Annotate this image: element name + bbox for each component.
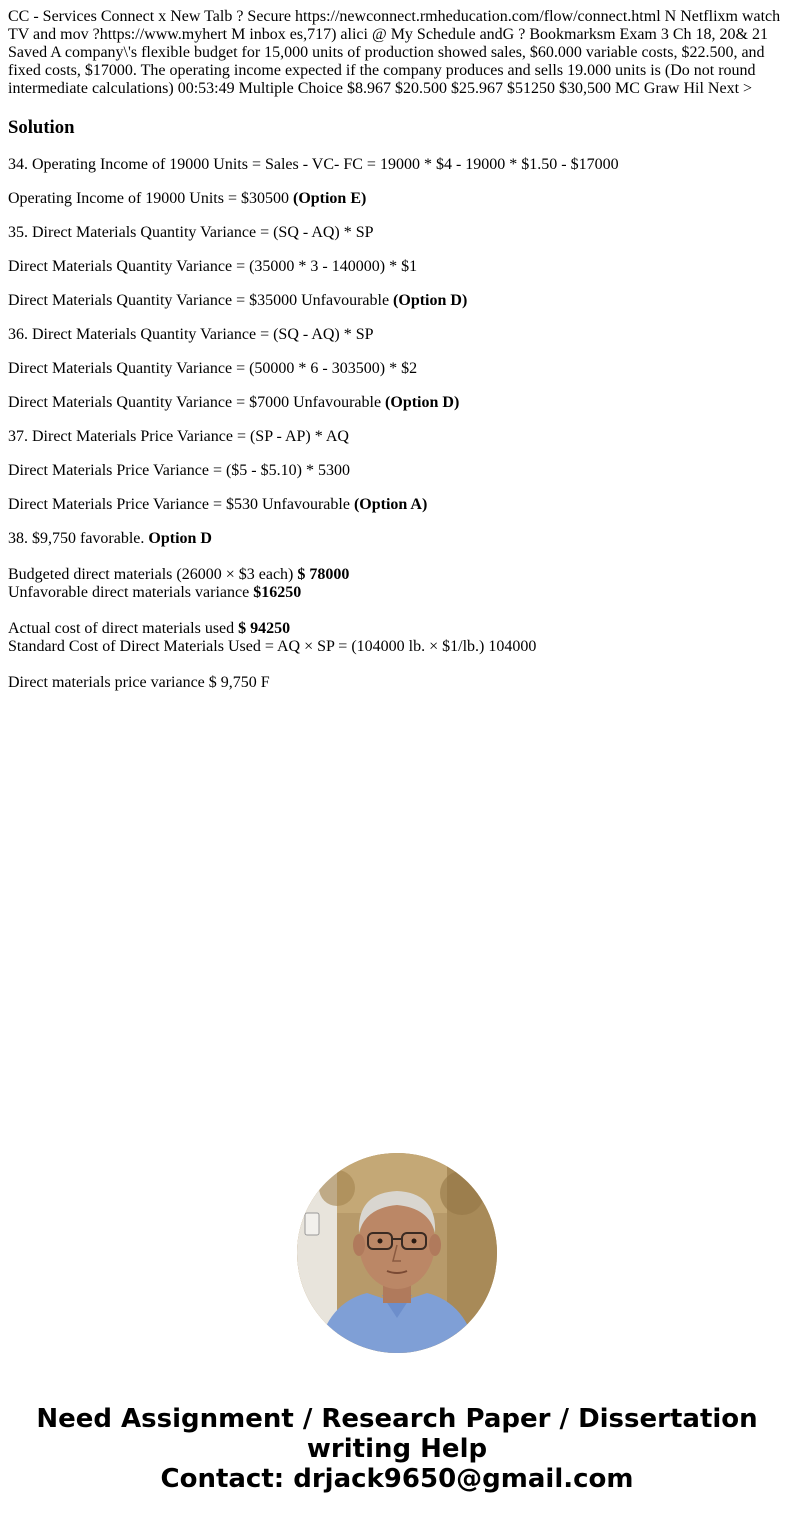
- solution-heading: Solution: [8, 117, 75, 138]
- solution-line: 34. Operating Income of 19000 Units = Sales - VC- FC = 19000 * $4 - 19000 * $1.50 - $17000: [8, 156, 619, 173]
- footer-ad: [0, 1404, 794, 1494]
- document-content: [8, 8, 786, 692]
- standard-cost-line: Standard Cost of Direct Materials Used = AQ × SP = (104000 lb. × $1/lb.) 104000: [8, 638, 537, 655]
- solution-line: Direct Materials Quantity Variance = $35000 Unfavourable (Option D): [8, 292, 468, 309]
- question-text: CC - Services Connect x New Talb ? Secure https://newconnect.rmheducation.com/flow/connect.html N Netflixm watch TV and mov ?https://www.myhert M inbox es,717) alici @ My Schedule andG ? Bookmarksm Exam 3 Ch 18, 20& 21 Saved A company\'s flexible budget for 15,000 units of production showed sales, $60.000 variable costs, $22.500, and fixed costs, $17000. The operating income expected if the company produces and sells 19.000 units is (Do not round intermediate calculations) 00:53:49 Multiple Choice $8.967 $20.500 $25.967 $51250 $30,500 MC Graw Hil Next >: [8, 8, 781, 97]
- solution-line: 38. $9,750 favorable. Option D: [8, 530, 212, 547]
- footer-contact: Contact: drjack9650@gmail.com: [160, 1464, 634, 1494]
- solution-line: Direct Materials Price Variance = $530 Unfavourable (Option A): [8, 496, 428, 513]
- solution-line: 35. Direct Materials Quantity Variance = (SQ - AQ) * SP: [8, 224, 374, 241]
- budget-line: Budgeted direct materials (26000 × $3 each) $ 78000: [8, 566, 350, 583]
- avatar-illustration: [297, 1153, 497, 1353]
- footer-line: writing Help: [306, 1434, 488, 1464]
- actual-cost-line: Actual cost of direct materials used $ 94250: [8, 620, 291, 637]
- person-photo-icon: [297, 1153, 497, 1353]
- solution-line: Direct Materials Quantity Variance = $7000 Unfavourable (Option D): [8, 394, 460, 411]
- solution-line: 36. Direct Materials Quantity Variance = (SQ - AQ) * SP: [8, 326, 374, 343]
- actual-cost-block: [8, 620, 786, 656]
- solution-line: Direct Materials Price Variance = ($5 - $5.10) * 5300: [8, 462, 350, 479]
- solution-line: Direct Materials Quantity Variance = (35000 * 3 - 140000) * $1: [8, 258, 418, 275]
- price-variance-line: Direct materials price variance $ 9,750 F: [8, 674, 270, 691]
- budget-line: Unfavorable direct materials variance $16250: [8, 584, 302, 601]
- solution-line: 37. Direct Materials Price Variance = (SP - AP) * AQ: [8, 428, 349, 445]
- budget-block: [8, 566, 786, 602]
- solution-line: Direct Materials Quantity Variance = (50000 * 6 - 303500) * $2: [8, 360, 418, 377]
- footer-line: Need Assignment / Research Paper / Dissertation: [36, 1404, 758, 1434]
- solution-line: Operating Income of 19000 Units = $30500 (Option E): [8, 190, 367, 207]
